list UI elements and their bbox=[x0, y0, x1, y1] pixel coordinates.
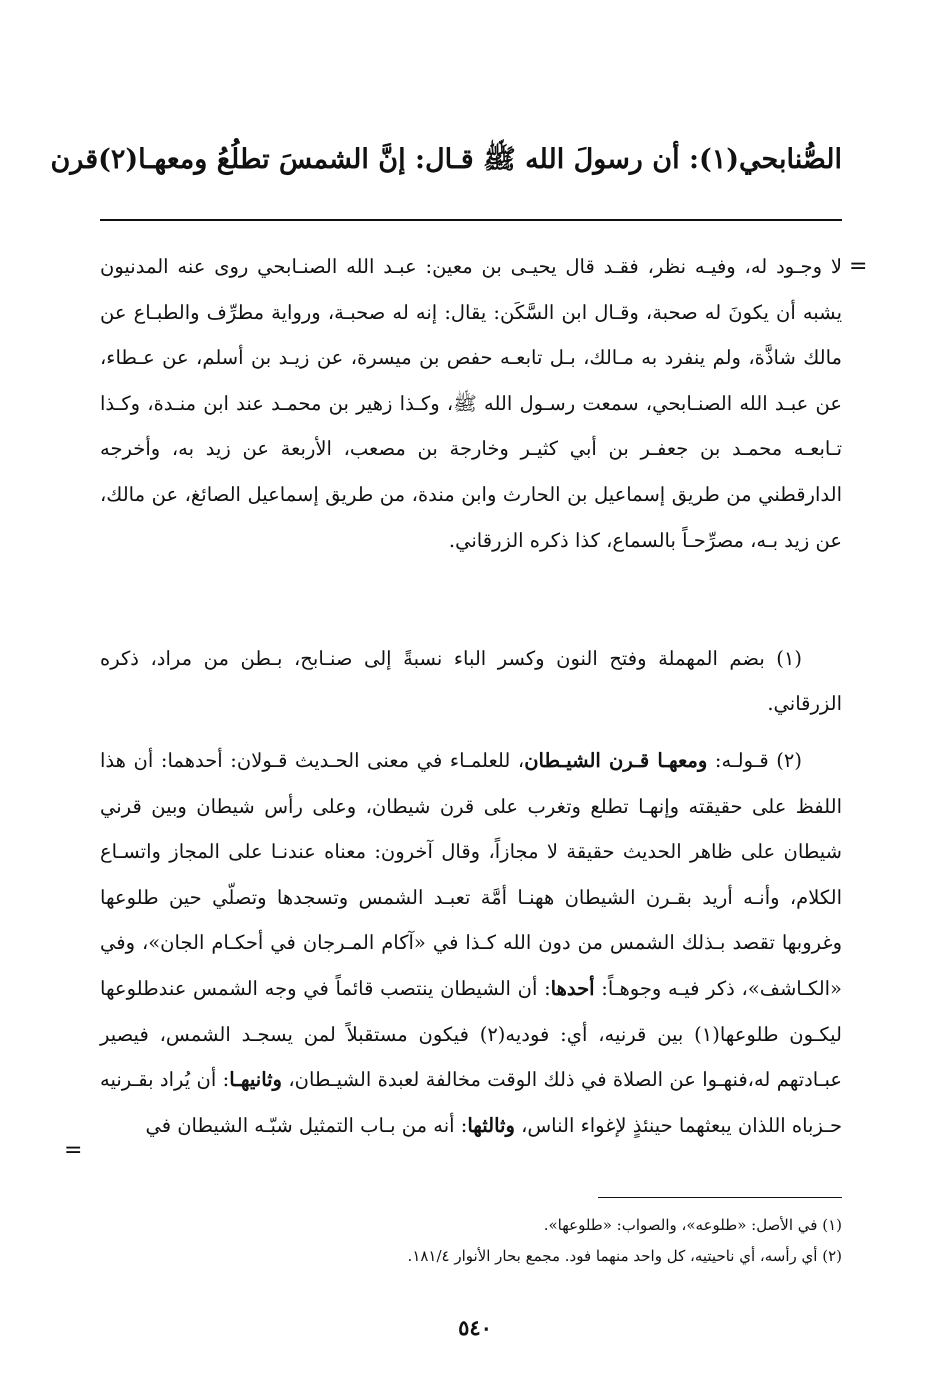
footnote-1: (١) بضم المهملة وفتح النون وكسر الباء نسبةً إلى صنـابح، بـطن من مراد، ذكره الزرقاني. bbox=[100, 647, 842, 715]
continuation-mark-bottom: = bbox=[64, 1138, 83, 1163]
page-number: ٥٤٠ bbox=[458, 1315, 492, 1340]
footnote-2-text-4: : أنه من بـاب التمثيل شبّـه الشيطان في bbox=[145, 1113, 468, 1137]
subnotes-block bbox=[100, 1210, 842, 1272]
footnote-2-text-2: : أن الشيطان ينتصب قائماً في وجه الشمس عندطلوعها ليكـون طلوعها(١) بين قرنيه، أي: فوديه(٢) فيكون مستقبلاً لمن يسجـد الشمس، فيصير عبـادتهم له،فنهـوا عن الصلاة في ذلك الوقت مخالفة لعبدة الشيـطان، bbox=[100, 976, 842, 1092]
footnote-2 bbox=[100, 738, 842, 1148]
footnote-2-label-second: وثانيهـا bbox=[229, 1068, 282, 1092]
footnote-2-label-third: وثالثها bbox=[467, 1113, 515, 1137]
continuation-mark-top: = bbox=[849, 254, 868, 279]
footnote-2-quoted: ومعهـا قـرن الشيـطان bbox=[524, 749, 708, 772]
subnote-separator-rule bbox=[598, 1197, 842, 1198]
footnote-2-intro: (٢) قـولـه: bbox=[707, 749, 803, 772]
subnote-1: (١) في الأصل: «طلوعه»، والصواب: «طلوعها». bbox=[543, 1216, 842, 1234]
footnote-2-text-3: : أن يُراد بقـرنيه حـزباه اللذان يبعثهما حينئذٍ لإغواء الناس، bbox=[100, 1068, 842, 1137]
footnote-2-label-first: أحدها bbox=[550, 976, 595, 1000]
main-separator-rule bbox=[100, 219, 842, 221]
subnote-2: (٢) أي رأسه، أي ناحيتيه، كل واحد منهما فود. مجمع بحار الأنوار ١٨١/٤. bbox=[407, 1247, 842, 1265]
hadith-text-line: الصُّنابحي(١): أن رسولَ الله ﷺ قـال: إنَّ الشمسَ تطلُعُ ومعهـا(٢)قرن bbox=[50, 144, 842, 175]
commentary-paragraph: لا وجـود له، وفيـه نظر، فقـد قال يحيـى بن معين: عبـد الله الصنـابحي روى عنه المدنيون يشبه أن يكونَ له صحبة، وقـال ابن السَّكَن: يقال: إنه له صحبـة، ورواية مطرِّف والطبـاع عن مالك شاذَّة، ولم ينفرد به مـالك، بـل تابعـه حفص بن ميسرة، عن زيـد بن أسلم، عن عـطاء، عن عبـد الله الصنـابحي، سمعت رسـول الله ﷺ، وكـذا زهير بن محمـد عند ابن منـدة، وكـذا تـابعـه محمـد بن جعفـر بن أبي كثيـر وخارجة بن مصعب، الأربعة عن زيد به، وأخرجه الدارقطني من طريق إسماعيل بن الحارث وابن مندة، من طريق إسماعيل الصائغ، عن مالك، عن زيد بـه، مصرِّحـاً بالسماع، كذا ذكره الزرقاني. bbox=[100, 255, 842, 552]
footnote-2-text-1: ، للعلمـاء في معنى الحـديث قـولان: أحدهما: أن هذا اللفظ على حقيقته وإنهـا تطلع وتغرب على قرن شيطان، وعلى رأس شيطان وبين قرني شيطان على ظاهر الحديث حقيقة لا مجازاً، وقال آخرون: معناه عندنـا على المجاز واتسـاع الكلام، وأنـه أريد بقـرن الشيطان ههنـا أمَّة تعبـد الشمس وتسجدها وتصلّي حين طلوعها وغروبها تقصد بـذلك الشمس من دون الله كـذا في «آكام المـرجان في أحكـام الجان»، وفي «الكـاشف»، ذكر فيـه وجوهـاً: bbox=[100, 749, 842, 1000]
